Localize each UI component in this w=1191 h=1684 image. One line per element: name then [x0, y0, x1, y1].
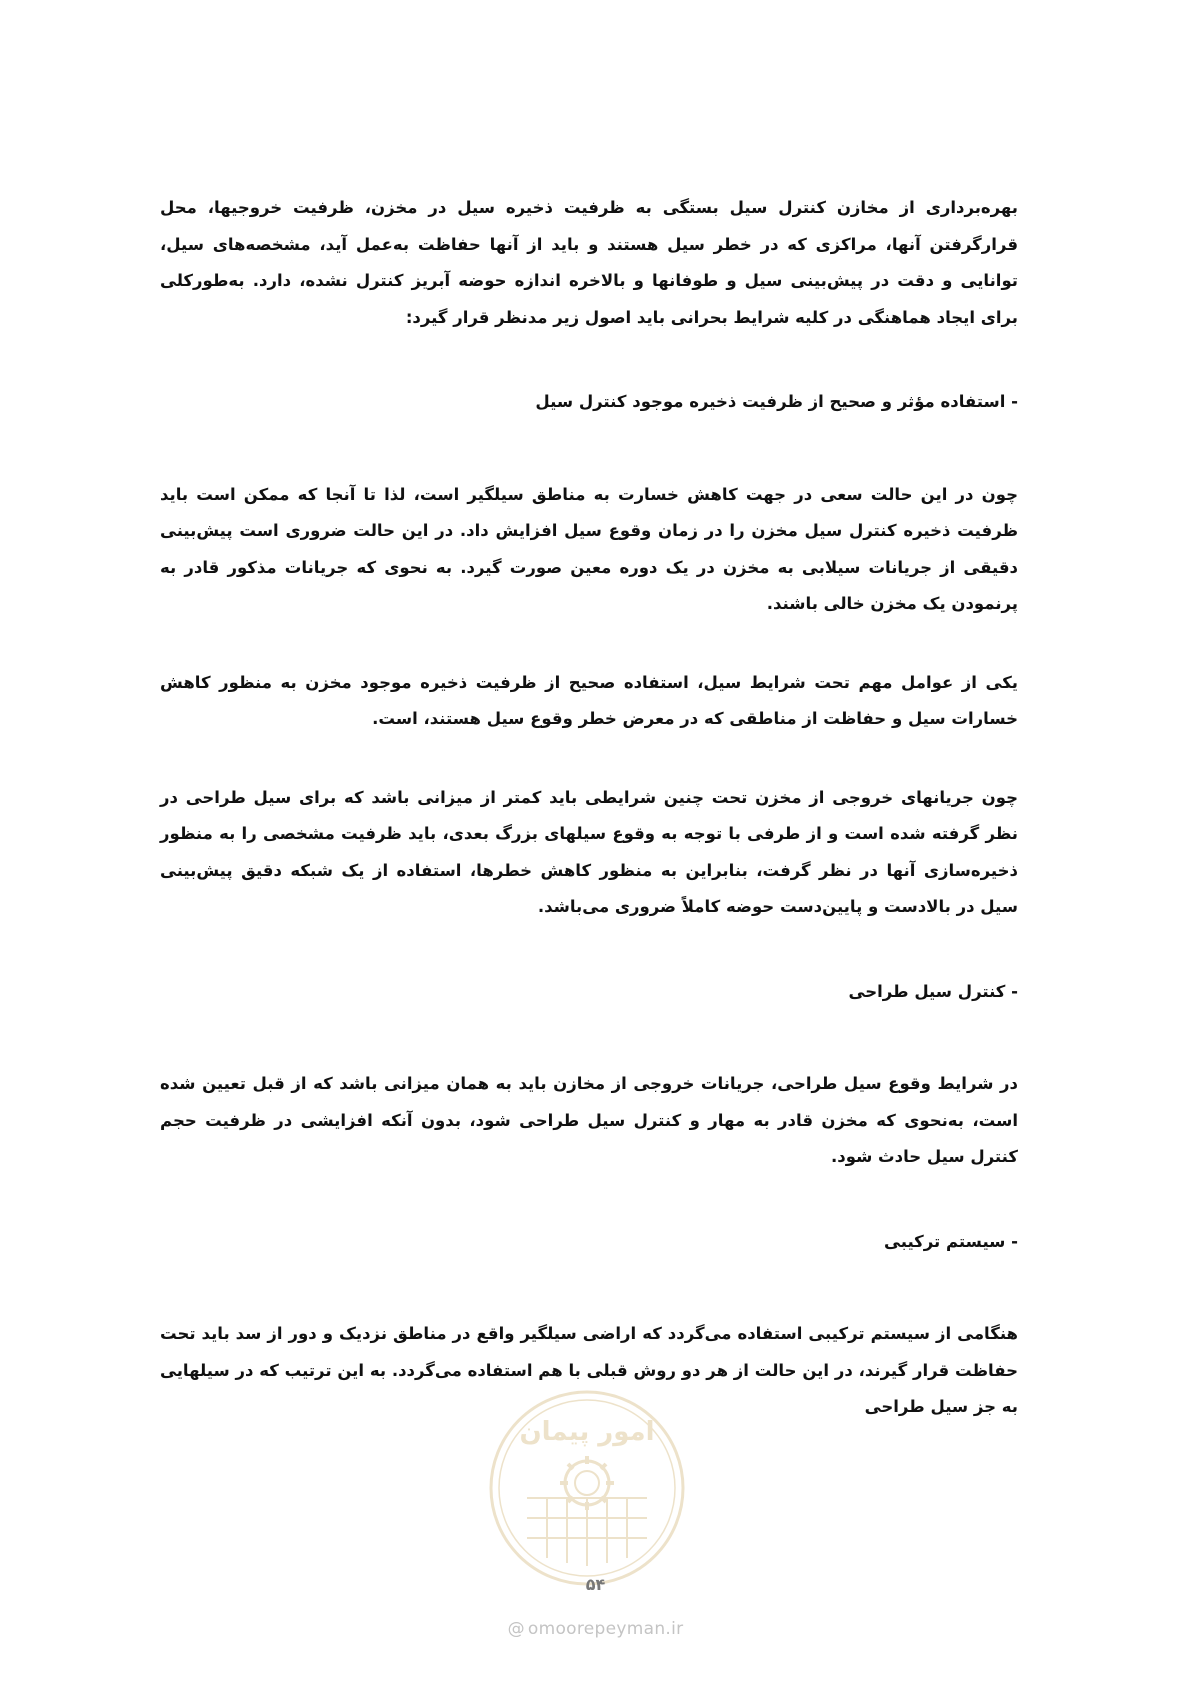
page-number: ۵۴ [585, 1575, 606, 1594]
paragraph-outflow: چون جریانهای خروجی از مخزن تحت چنین شرایطی باید کمتر از میزانی باشد که برای سیل طراحی در نظر گرفته شده است و از طرفی با توجه به وقوع سیلهای بزرگ بعدی، باید ظرفیت مشخصی را به منظور ذخیره‌سازی آنها در نظر گرفت، بنابراین به منظور کاهش خطرها، استفاده از یک شبکه دقیق پیش‌بینی سیل در بالادست و پایین‌دست حوضه کاملاً ضروری می‌باشد. [160, 787, 1018, 916]
at-icon: @ [507, 1619, 525, 1639]
paragraph-storage-increase: چون در این حالت سعی در جهت کاهش خسارت به مناطق سیلگیر است، لذا تا آنجا که ممکن است باید ظرفیت ذخیره کنترل سیل مخزن را در زمان وقوع سیل افزایش داد. در این حالت ضروری است پیش‌بینی دقیقی از جریانات سیلابی به مخزن در یک دوره معین صورت گیرد. به نحوی که جریانات مذکور قادر به پرنمودن یک مخزن خالی باشند. [160, 484, 1018, 613]
paragraph-flood-factors: یکی از عوامل مهم تحت شرایط سیل، استفاده صحیح از ظرفیت ذخیره موجود مخزن به منظور کاهش خسارات سیل و حفاظت از مناطقی که در معرض خطر وقوع سیل هستند، است. [160, 672, 1018, 728]
paragraph-combined-system: هنگامی از سیستم ترکیبی استفاده می‌گردد که اراضی سیلگیر واقع در مناطق نزدیک و دور از سد باید تحت حفاظت قرار گیرند، در این حالت از هر دو روش قبلی با هم استفاده می‌گردد. به این ترتیب که در سیلهایی به جز سیل طراحی [160, 1324, 1018, 1416]
paragraph-intro: بهره‌برداری از مخازن کنترل سیل بستگی به ظرفیت ذخیره سیل در مخزن، ظرفیت خروجیها، محل قرارگرفتن آنها، مراکزی که در خطر سیل هستند و باید از آنها حفاظت به‌عمل آید، مشخصه‌های سیل، توانایی و دقت در پیش‌بینی سیل و طوفانها و بالاخره اندازه حوضه آبریز کنترل نشده، دارد. به‌طورکلی برای ایجاد هماهنگی در کلیه شرایط بحرانی باید اصول زیر مدنظر قرار گیرد: [160, 198, 1018, 327]
watermark-text: امور پیمان [519, 1417, 655, 1447]
paragraph-design-flood: در شرایط وقوع سیل طراحی، جریانات خروجی از مخازن باید به همان میزانی باشد که از قبل تعیین شده است، به‌نحوی که مخزن قادر به مهار و کنترل سیل طراحی شود، بدون آنکه افزایشی در ظرفیت حجم کنترل سیل حادث شود. [160, 1074, 1018, 1166]
section-heading-combined-system: - سیستم ترکیبی [884, 1231, 1018, 1251]
section-heading-storage-use: - استفاده مؤثر و صحیح از ظرفیت ذخیره موجود کنترل سیل [535, 392, 1018, 411]
footer-website [0, 1619, 1191, 1639]
website-label: omoorepeyman.ir [527, 1619, 684, 1639]
page-body [160, 190, 1018, 1426]
section-heading-design-flood: - کنترل سیل طراحی [848, 981, 1018, 1001]
